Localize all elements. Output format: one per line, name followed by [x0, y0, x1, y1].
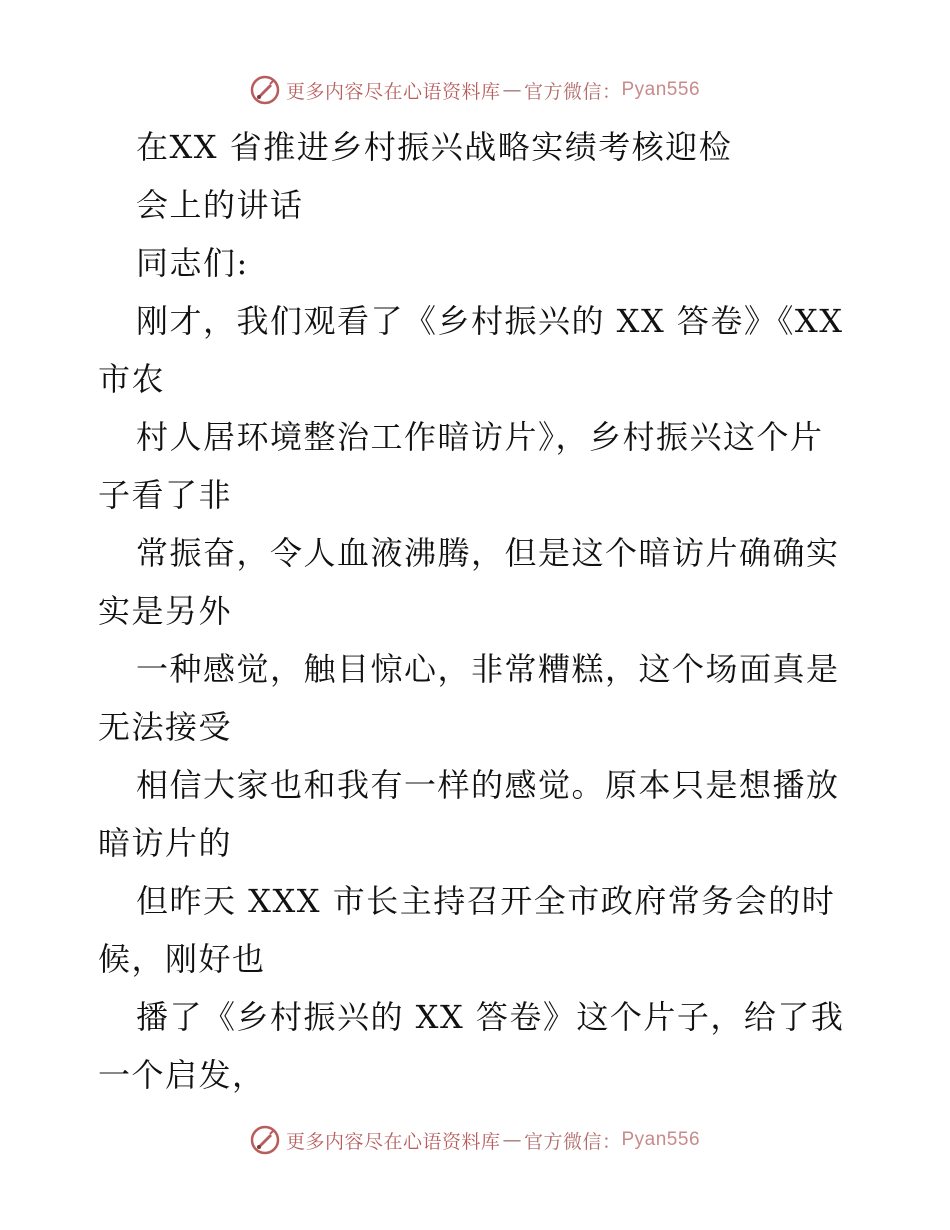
- text-line: 播了《乡村振兴的 XX 答卷》这个片子，给了我: [136, 998, 845, 1036]
- banner-wechat-label: 官方微信：: [523, 80, 622, 103]
- text-line: 同志们:: [136, 244, 249, 282]
- banner-brand-text: 更多内容尽在心语资料库: [285, 80, 501, 103]
- text-line: 候，刚好也: [98, 940, 266, 978]
- banner-wechat-label: 官方微信：: [523, 1130, 622, 1153]
- text-line: 无法接受: [98, 708, 233, 746]
- text-line: 在XX 省推进乡村振兴战略实绩考核迎检: [136, 128, 733, 166]
- text-line: 村人居环境整治工作暗访片》，乡村振兴这个片: [136, 418, 824, 456]
- quill-pen-seal-icon: [250, 1125, 280, 1155]
- banner-handle: Pyan556: [621, 79, 701, 100]
- document-body: [98, 118, 858, 1104]
- text-line: 市农: [98, 360, 166, 398]
- text-line: 一个启发，: [98, 1056, 266, 1094]
- header-banner: [0, 70, 950, 110]
- banner-brand-text: 更多内容尽在心语资料库: [285, 1130, 501, 1153]
- text-line: 但昨天 XXX 市长主持召开全市政府常务会的时: [136, 882, 836, 920]
- text-line: 实是另外: [98, 592, 233, 630]
- text-line: 暗访片的: [98, 824, 233, 862]
- text-line: 会上的讲话: [136, 186, 304, 224]
- quill-pen-seal-icon: [250, 75, 280, 105]
- text-line: 刚才，我们观看了《乡村振兴的 XX 答卷》《XX: [136, 302, 844, 340]
- text-line: 常振奋，令人血液沸腾，但是这个暗访片确确实: [136, 534, 840, 572]
- text-line: 相信大家也和我有一样的感觉。原本只是想播放: [136, 766, 840, 804]
- banner-dash: —: [502, 1129, 522, 1151]
- banner-dash: —: [502, 79, 522, 101]
- footer-banner: [0, 1120, 950, 1160]
- banner-handle: Pyan556: [621, 1129, 701, 1150]
- text-line: 一种感觉，触目惊心，非常糟糕，这个场面真是: [136, 650, 840, 688]
- text-line: 子看了非: [98, 476, 233, 514]
